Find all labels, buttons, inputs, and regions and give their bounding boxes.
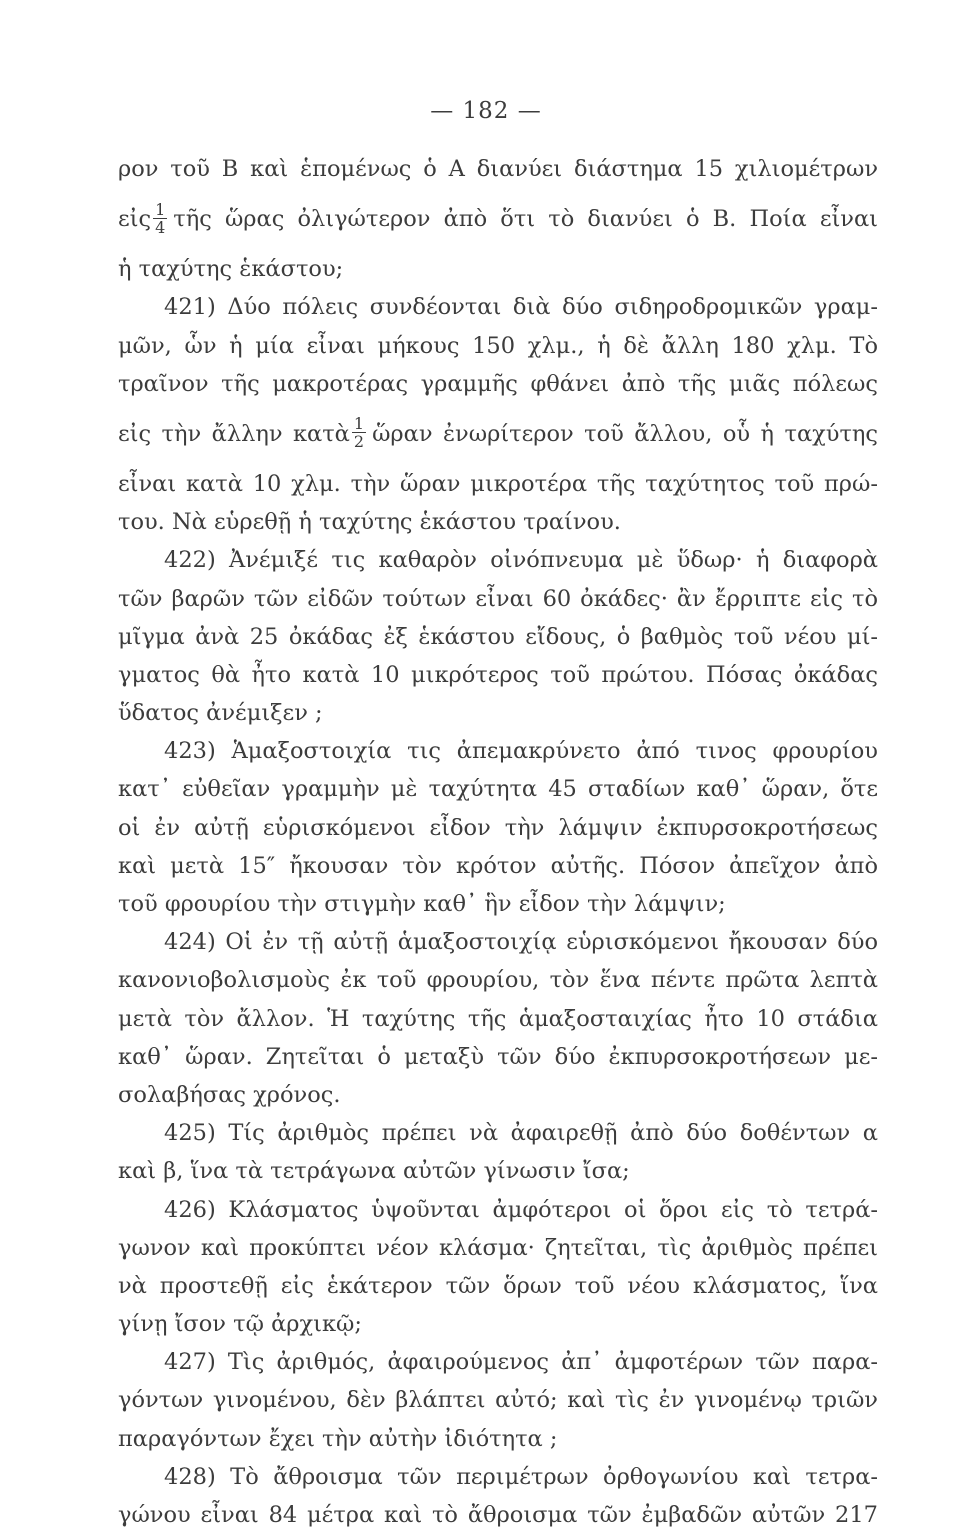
text-line: ἡ ταχύτης ἑκάστου; [118,256,344,283]
fraction-numerator: 1 [155,199,166,219]
text-line: κανονιοβολισμοὺς ἐκ τοῦ φρουρίου, τὸν ἕνα πέντε πρῶτα λεπτὰ [118,967,878,994]
text-line: εἶναι κατὰ 10 χλμ. τὴν ὥραν μικροτέρα τῆς ταχύτητος τοῦ πρώ- [118,470,878,497]
text-line: ρον τοῦ Β καὶ ἑπομένως ὁ Α διανύει διάστημα 15 χιλιομέτρων [118,156,878,182]
fraction-numerator: 1 [353,414,365,434]
text-line: νὰ προστεθῇ εἰς ἑκάτερον τῶν ὅρων τοῦ νέου κλάσματος, ἵνα [118,1272,878,1299]
problem-423-start: 423) Ἁμαξοστοιχία τις ἀπεμακρύνετο ἀπό τινος φρουρίου [164,738,878,765]
problem-422-start: 422) Ἀνέμιξέ τις καθαρὸν οἰνόπνευμα μὲ ὕδωρ· ἡ διαφορὰ [164,547,878,574]
text-line: σολαβήσας χρόνος. [118,1081,341,1108]
text-line: γίνῃ ἴσον τῷ ἀρχικῷ; [118,1311,362,1338]
fraction-denominator: 4 [155,217,166,237]
text-line: μετὰ τὸν ἄλλον. Ἡ ταχύτης τῆς ἁμαξοσταιχίας ἦτο 10 στάδια [118,1005,878,1032]
page-body-text [118,150,878,1534]
text-line [118,403,878,465]
text-line: τραῖνον τῆς μακροτέρας γραμμῆς φθάνει ἀπὸ τῆς μιᾶς πόλεως [118,370,878,397]
text-line [118,188,878,250]
text-line: γωνον καὶ προκύπτει νέον κλάσμα· ζητεῖται, τὶς ἀριθμὸς πρέπει [118,1234,878,1261]
text-line: κατ᾽ εὐθεῖαν γραμμὴν μὲ ταχύτητα 45 σταδίων καθ᾽ ὥραν, ὅτε [118,776,878,803]
problem-428-start: 428) Τὸ ἄθροισμα τῶν περιμέτρων ὀρθογωνίου καὶ τετρα- [164,1463,878,1490]
fraction-one-quarter [153,201,167,236]
text-line: παραγόντων ἔχει τὴν αὐτὴν ἰδιότητα ; [118,1425,558,1452]
text-line: καθ᾽ ὥραν. Ζητεῖται ὁ μεταξὺ τῶν δύο ἐκπυρσοκροτήσεων με- [118,1043,878,1070]
problem-424-start: 424) Οἱ ἐν τῇ αὐτῇ ἁμαξοστοιχίᾳ εὑρισκόμενοι ἤκουσαν δύο [164,929,878,956]
text-line: γόντων γινομένου, δὲν βλάπτει αὐτό; καὶ τὶς ἐν γινομένῳ τριῶν [118,1387,878,1414]
text-line: ὕδατος ἀνέμιξεν ; [118,700,323,727]
text-line: τοῦ φρουρίου τὴν στιγμὴν καθ᾽ ἣν εἶδον τὴν λάμψιν; [118,891,726,917]
problem-425-start: 425) Τίς ἀριθμὸς πρέπει νὰ ἀφαιρεθῇ ἀπὸ δύο δοθέντων α [164,1120,878,1147]
problem-427-start: 427) Τὶς ἀριθμός, ἀφαιρούμενος ἀπ᾽ ἀμφοτέρων τῶν παρα- [164,1349,878,1376]
fraction-one-half [352,415,366,450]
line-continuation: τῆς ὥρας ὀλιγώτερον ἀπὸ ὅτι τὸ διανύει ὁ Β. Ποία εἶναι [173,206,878,233]
line-prefix: εἰς [118,206,152,233]
line-continuation: ὥραν ἐνωρίτερον τοῦ ἄλλου, οὗ ἡ ταχύτης [372,420,878,447]
text-line: του. Νὰ εὑρεθῇ ἡ ταχύτης ἑκάστου τραίνου. [118,509,621,536]
line-prefix: εἰς τὴν ἄλλην κατὰ [118,420,350,447]
text-line: καὶ μετὰ 15″ ἤκουσαν τὸν κρότον αὐτῆς. Πόσον ἀπεῖχον ἀπὸ [118,852,878,879]
text-line: τῶν βαρῶν τῶν εἰδῶν τούτων εἶναι 60 ὀκάδες· ἂν ἔρριπτε εἰς τὸ [118,585,878,612]
problem-426-start: 426) Κλάσματος ὑψοῦνται ἀμφότεροι οἱ ὅροι εἰς τὸ τετρά- [164,1196,878,1223]
text-line: γώνου εἶναι 84 μέτρα καὶ τὸ ἄθροισμα τῶν ἐμβαδῶν αὐτῶν 217 [118,1502,878,1528]
fraction-denominator: 2 [353,432,365,452]
text-line: οἱ ἐν αὐτῇ εὑρισκόμενοι εἶδον τὴν λάμψιν ἐκπυρσοκροτήσεως [118,814,878,841]
page-number: — 182 — [430,98,542,124]
problem-421-start: 421) Δύο πόλεις συνδέονται διὰ δύο σιδηροδρομικῶν γραμ- [164,294,878,321]
text-line: μῶν, ὧν ἡ μία εἶναι μήκους 150 χλμ., ἡ δὲ ἄλλη 180 χλμ. Τὸ [118,332,878,359]
text-line: καὶ β, ἵνα τὰ τετράγωνα αὐτῶν γίνωσιν ἴσα; [118,1158,630,1185]
text-line: γματος θὰ ἦτο κατὰ 10 μικρότερος τοῦ πρώτου. Πόσας ὀκάδας [118,661,878,688]
text-line: μῖγμα ἀνὰ 25 ὀκάδας ἐξ ἑκάστου εἴδους, ὁ βαθμὸς τοῦ νέου μί- [118,623,878,650]
